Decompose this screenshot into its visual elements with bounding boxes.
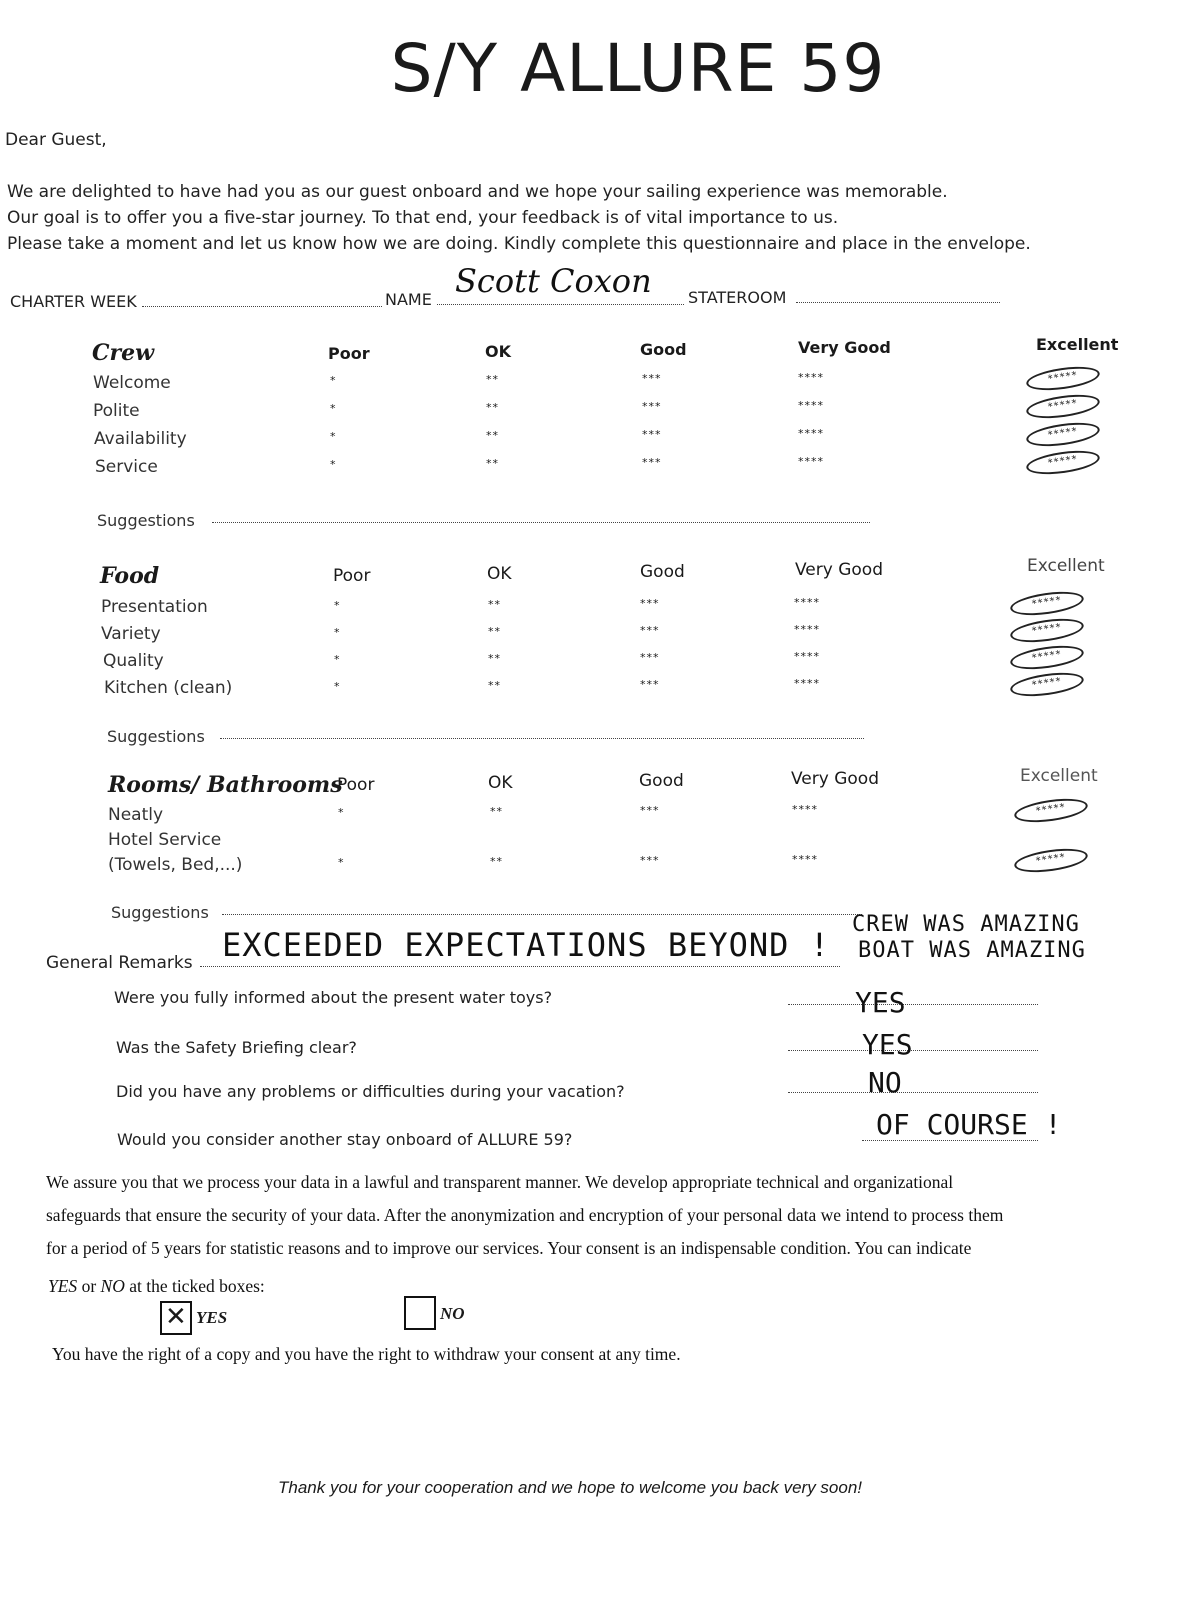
answer-field-safety-briefing[interactable] (788, 1050, 1038, 1051)
rating-option-good[interactable]: *** (640, 624, 660, 637)
rating-option-very_good[interactable]: **** (794, 623, 820, 636)
col-very-good: Very Good (791, 769, 879, 789)
rating-option-poor[interactable]: * (330, 430, 337, 443)
rating-option-poor[interactable]: * (338, 806, 345, 819)
rating-option-poor[interactable]: * (334, 680, 341, 693)
col-poor: Poor (328, 344, 370, 363)
crew-suggestions-field[interactable] (212, 522, 870, 523)
rating-option-excellent-circled[interactable]: ***** (1013, 795, 1089, 826)
question-water-toys: Were you fully informed about the present water toys? (114, 988, 553, 1007)
col-very-good: Very Good (795, 560, 883, 580)
consent-withdraw: You have the right of a copy and you have the right to withdraw your consent at any time. (52, 1344, 681, 1364)
rating-option-good[interactable]: *** (640, 651, 660, 664)
row-label-availability: Availability (94, 429, 187, 449)
answer-problems: NO (868, 1066, 902, 1099)
intro-line-3: Please take a moment and let us know how we are doing. Kindly complete this questionnaire and place in the envelope. (7, 234, 1031, 254)
rating-option-excellent-circled[interactable]: ***** (1025, 363, 1101, 394)
rating-option-excellent-circled[interactable]: ***** (1013, 845, 1089, 876)
rating-option-poor[interactable]: * (330, 402, 337, 415)
food-suggestions-field[interactable] (220, 738, 864, 739)
rating-option-good[interactable]: *** (640, 597, 660, 610)
rating-option-ok[interactable]: ** (486, 429, 499, 442)
col-excellent: Excellent (1027, 556, 1105, 576)
stateroom-label: STATEROOM (688, 288, 787, 307)
rating-option-very_good[interactable]: **** (792, 803, 818, 816)
consent-line-1: We assure you that we process your data in a lawful and transparent manner. We develop appropriate technical and organizational (46, 1172, 954, 1192)
rating-option-very_good[interactable]: **** (792, 853, 818, 866)
col-excellent: Excellent (1020, 766, 1098, 786)
consent-yes-word: YES (48, 1276, 78, 1296)
rating-option-ok[interactable]: ** (488, 598, 501, 611)
rating-option-excellent-circled[interactable]: ***** (1009, 642, 1085, 673)
general-remarks-crew: CREW WAS AMAZING (852, 912, 1080, 937)
thank-you-note: Thank you for your cooperation and we hope to welcome you back very soon! (278, 1478, 863, 1497)
rating-option-good[interactable]: *** (640, 678, 660, 691)
rating-option-ok[interactable]: ** (490, 805, 503, 818)
rating-option-very_good[interactable]: **** (798, 371, 824, 384)
rating-option-ok[interactable]: ** (490, 855, 503, 868)
intro-line-2: Our goal is to offer you a five-star journey. To that end, your feedback is of vital importance to us. (7, 208, 839, 228)
rating-option-ok[interactable]: ** (488, 679, 501, 692)
rating-option-excellent-circled[interactable]: ***** (1025, 447, 1101, 478)
rooms-suggestions-label: Suggestions (111, 903, 209, 922)
rating-option-poor[interactable]: * (334, 626, 341, 639)
question-problems: Did you have any problems or difficulties during your vacation? (116, 1082, 625, 1101)
consent-line-3: for a period of 5 years for statistic reasons and to improve our services. Your consent is an indispensable condition. You can indicate (46, 1238, 972, 1258)
col-good: Good (639, 771, 684, 791)
col-poor: Poor (337, 775, 375, 795)
rating-option-poor[interactable]: * (330, 374, 337, 387)
rating-option-good[interactable]: *** (642, 400, 662, 413)
rating-option-poor[interactable]: * (334, 653, 341, 666)
rating-option-excellent-circled[interactable]: ***** (1025, 391, 1101, 422)
col-ok: OK (485, 342, 511, 361)
rating-option-good[interactable]: *** (642, 456, 662, 469)
section-title-crew: Crew (92, 340, 155, 366)
general-remarks-label: General Remarks (46, 953, 193, 973)
rating-option-excellent-circled[interactable]: ***** (1009, 615, 1085, 646)
greeting: Dear Guest, (5, 130, 107, 150)
name-field-line[interactable] (437, 304, 684, 305)
row-label-kitchen: Kitchen (clean) (104, 678, 233, 698)
rating-option-poor[interactable]: * (338, 856, 345, 869)
checkbox-x-mark: ✕ (165, 1302, 187, 1332)
rating-option-excellent-circled[interactable]: ***** (1009, 588, 1085, 619)
rating-option-good[interactable]: *** (642, 372, 662, 385)
rating-option-good[interactable]: *** (640, 804, 660, 817)
col-excellent: Excellent (1036, 335, 1119, 354)
rooms-suggestions-field[interactable] (222, 914, 862, 915)
section-title-rooms: Rooms/ Bathrooms (108, 772, 343, 798)
rating-option-very_good[interactable]: **** (794, 650, 820, 663)
col-poor: Poor (333, 566, 371, 586)
col-ok: OK (488, 773, 513, 793)
rating-option-ok[interactable]: ** (486, 373, 499, 386)
rating-option-very_good[interactable]: **** (798, 427, 824, 440)
stateroom-field[interactable] (796, 302, 1000, 303)
name-value: Scott Coxon (455, 262, 652, 300)
crew-suggestions-label: Suggestions (97, 511, 195, 530)
row-label-service: Service (95, 457, 158, 477)
rating-option-poor[interactable]: * (334, 599, 341, 612)
form-title: S/Y ALLURE 59 (390, 30, 886, 107)
answer-field-water-toys[interactable] (788, 1004, 1038, 1005)
consent-line-4-rest: at the ticked boxes: (124, 1276, 265, 1296)
rating-option-good[interactable]: *** (640, 854, 660, 867)
rating-option-excellent-circled[interactable]: ***** (1025, 419, 1101, 450)
food-suggestions-label: Suggestions (107, 727, 205, 746)
rating-option-good[interactable]: *** (642, 428, 662, 441)
consent-no-word: NO (100, 1276, 125, 1296)
row-label-welcome: Welcome (93, 373, 171, 393)
col-very-good: Very Good (798, 338, 891, 357)
consent-yes-checkbox[interactable] (160, 1301, 192, 1335)
general-remarks-field[interactable] (200, 966, 840, 967)
rating-option-very_good[interactable]: **** (794, 596, 820, 609)
row-label-towels-bed: (Towels, Bed,...) (108, 855, 243, 875)
general-remarks-value: EXCEEDED EXPECTATIONS BEYOND ! (222, 926, 830, 964)
consent-no-label: NO (440, 1304, 465, 1323)
consent-line-2: safeguards that ensure the security of your data. After the anonymization and encryption of your personal data we intend to process them (46, 1205, 1004, 1225)
name-label: NAME (385, 290, 432, 309)
rating-option-excellent-circled[interactable]: ***** (1009, 669, 1085, 700)
general-remarks-boat: BOAT WAS AMAZING (858, 938, 1086, 963)
charter-week-label: CHARTER WEEK (10, 292, 137, 311)
rating-option-poor[interactable]: * (330, 458, 337, 471)
row-label-neatly: Neatly (108, 805, 164, 825)
consent-line-4 (48, 1276, 265, 1297)
row-label-quality: Quality (103, 651, 164, 671)
section-title-food: Food (100, 563, 160, 589)
question-another-stay: Would you consider another stay onboard of ALLURE 59? (117, 1130, 573, 1149)
row-label-variety: Variety (101, 624, 161, 644)
rating-option-very_good[interactable]: **** (798, 399, 824, 412)
answer-another-stay: OF COURSE ! (876, 1108, 1062, 1141)
row-label-polite: Polite (93, 401, 140, 421)
rating-option-very_good[interactable]: **** (794, 677, 820, 690)
answer-water-toys: YES (855, 986, 906, 1019)
rating-option-ok[interactable]: ** (486, 401, 499, 414)
rating-option-ok[interactable]: ** (486, 457, 499, 470)
col-ok: OK (487, 564, 512, 584)
col-good: Good (640, 340, 687, 359)
rating-option-very_good[interactable]: **** (798, 455, 824, 468)
consent-yes-label: YES (196, 1308, 228, 1327)
intro-line-1: We are delighted to have had you as our guest onboard and we hope your sailing experience was memorable. (7, 182, 948, 202)
answer-safety-briefing: YES (862, 1028, 913, 1061)
row-label-hotel-service: Hotel Service (108, 830, 222, 850)
question-safety-briefing: Was the Safety Briefing clear? (116, 1038, 357, 1057)
consent-no-checkbox[interactable] (404, 1296, 436, 1330)
col-good: Good (640, 562, 685, 582)
charter-week-field[interactable] (142, 306, 382, 307)
answer-field-problems[interactable] (788, 1092, 1038, 1093)
rating-option-ok[interactable]: ** (488, 652, 501, 665)
rating-option-ok[interactable]: ** (488, 625, 501, 638)
row-label-presentation: Presentation (101, 597, 208, 617)
consent-or-word: or (77, 1276, 101, 1296)
